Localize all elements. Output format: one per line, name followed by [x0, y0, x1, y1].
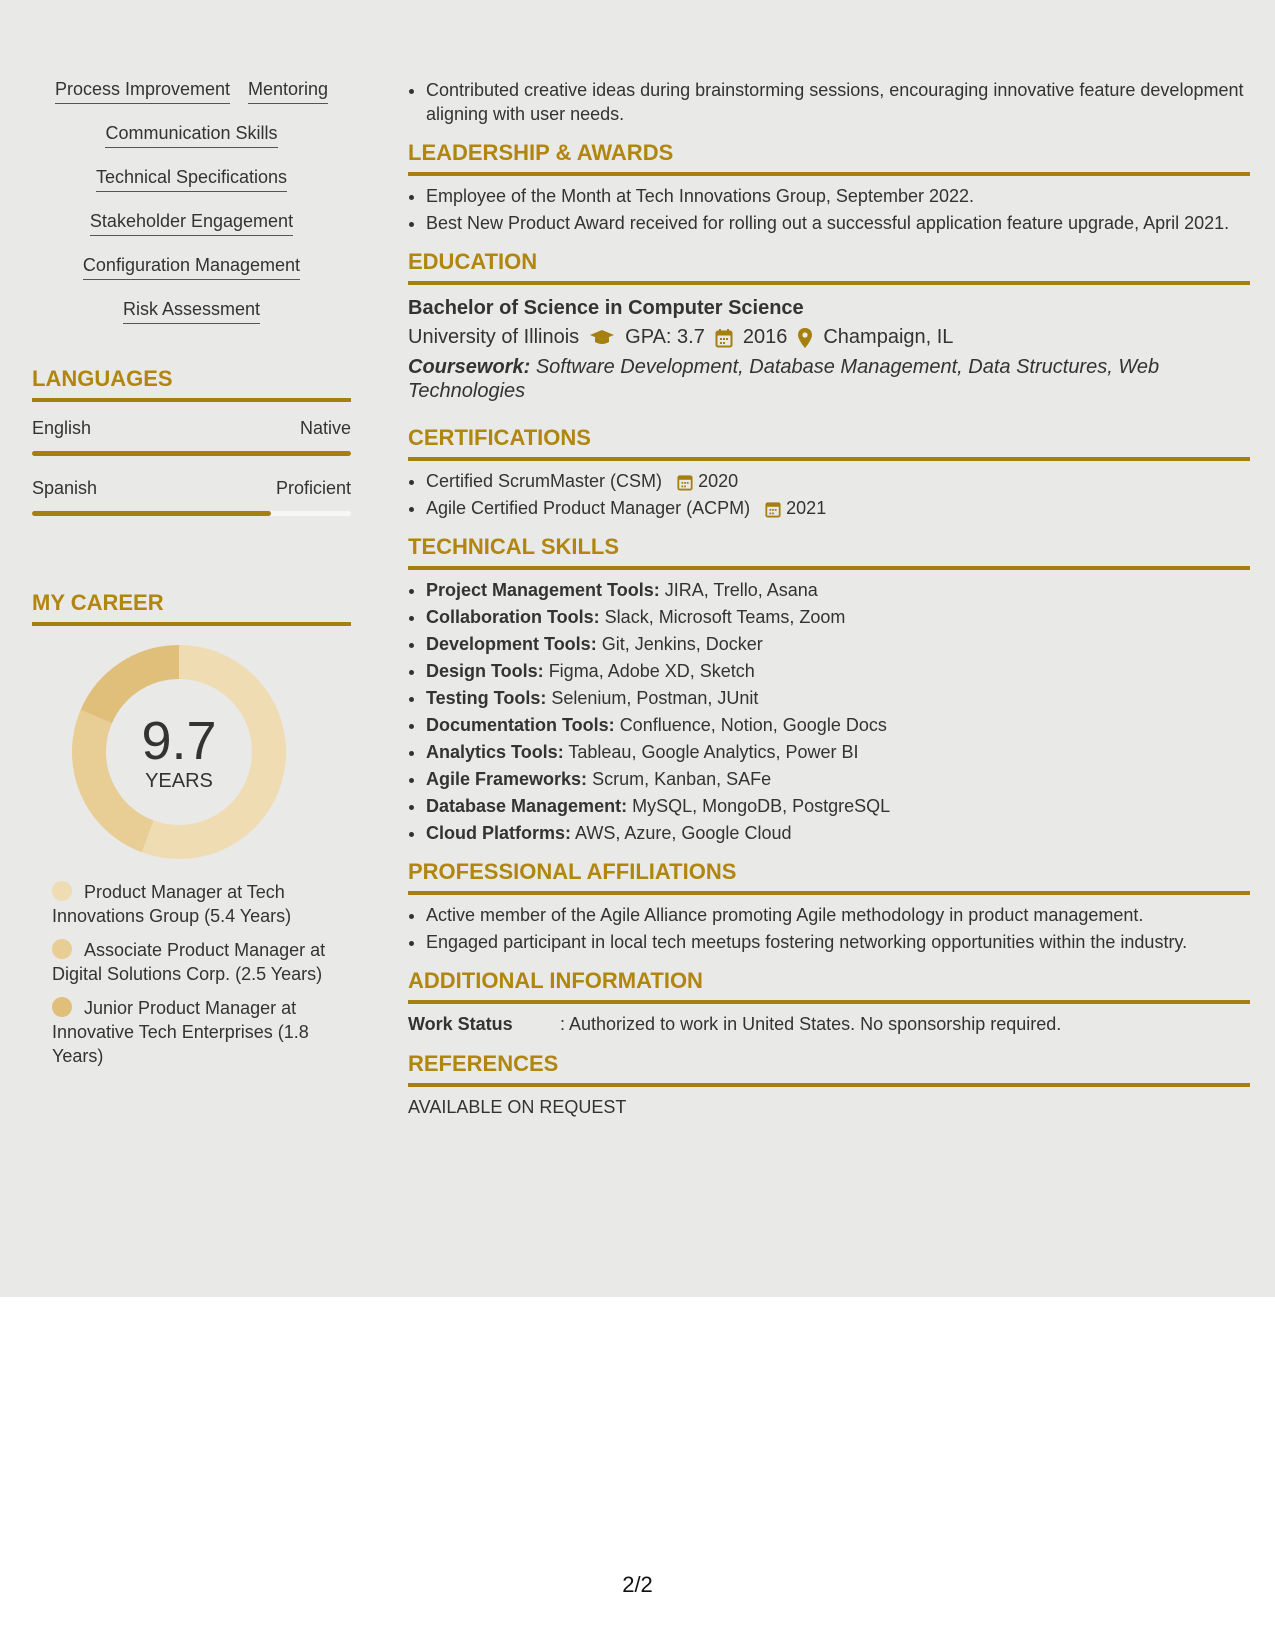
- section-rule: [408, 172, 1250, 176]
- section-rule: [408, 891, 1250, 895]
- skill-value: Selenium, Postman, JUnit: [551, 688, 759, 708]
- legend-label: Junior Product Manager at Innovative Tech Enterprises (1.8 Years): [52, 998, 309, 1066]
- education-section: [408, 249, 1250, 403]
- career-donut: [32, 634, 351, 870]
- degree-title: Bachelor of Science in Computer Science: [408, 297, 804, 319]
- section-title: TECHNICAL SKILLS: [408, 534, 620, 559]
- work-status: [408, 1014, 1250, 1035]
- skill-label: Agile Frameworks:: [426, 769, 588, 789]
- leadership-list: [408, 184, 1250, 235]
- language-level: Proficient: [275, 478, 351, 498]
- bullet-item: • Best New Product Award received for rolling out a successful application feature upgrade, April 2021.: [426, 211, 1250, 235]
- graduation-year: 2016: [742, 326, 788, 348]
- donut-segment: [96, 662, 179, 717]
- education-details: [408, 326, 1250, 349]
- skill-item: [426, 713, 1250, 737]
- bullet-item: • Employee of the Month at Tech Innovations Group, September 2022.: [426, 184, 1250, 208]
- skill-item: [426, 794, 1250, 818]
- certification-name: Certified ScrumMaster (CSM): [426, 471, 663, 491]
- skill-value: MySQL, MongoDB, PostgreSQL: [632, 796, 891, 816]
- language-bar: [32, 511, 351, 516]
- certifications-section: [408, 425, 1250, 520]
- references-section: [408, 1051, 1250, 1118]
- section-title: PROFESSIONAL AFFILIATIONS: [408, 859, 737, 884]
- skill-value: JIRA, Trello, Asana: [664, 580, 818, 600]
- calendar-icon: [715, 328, 733, 348]
- experience-bullets: [408, 78, 1250, 126]
- language-name: Spanish: [32, 478, 98, 498]
- section-rule: [408, 566, 1250, 570]
- legend-item: [32, 996, 351, 1068]
- legend-item: [32, 880, 351, 928]
- certification-year: 2020: [698, 471, 739, 491]
- skill-item: [426, 659, 1250, 683]
- legend-dot: [52, 939, 72, 959]
- skill-tag: Configuration Management: [83, 254, 300, 280]
- graduation-cap-icon: [589, 329, 615, 347]
- section-title: LEADERSHIP & AWARDS: [408, 140, 674, 165]
- legend-label: Product Manager at Tech Innovations Group (5.4 Years): [52, 882, 292, 926]
- skill-value: Scrum, Kanban, SAFe: [592, 769, 772, 789]
- left-column: [32, 78, 351, 1068]
- career-total: 9.7: [141, 711, 217, 771]
- skill-label: Design Tools:: [426, 661, 544, 681]
- right-column: [408, 78, 1250, 1118]
- additional-info-section: [408, 968, 1250, 1035]
- skill-value: AWS, Azure, Google Cloud: [575, 823, 792, 843]
- legend-dot: [52, 997, 72, 1017]
- certifications-list: [408, 469, 1250, 520]
- skills-list: [32, 78, 351, 324]
- skill-tag: Communication Skills: [105, 122, 277, 148]
- section-title: MY CAREER: [32, 590, 164, 615]
- languages-section: [32, 366, 351, 516]
- skill-tag: Technical Specifications: [96, 166, 287, 192]
- skill-label: Collaboration Tools:: [426, 607, 600, 627]
- skill-label: Documentation Tools:: [426, 715, 615, 735]
- legend-label: Associate Product Manager at Digital Solutions Corp. (2.5 Years): [52, 940, 326, 984]
- language-bar-fill: [32, 511, 271, 516]
- language-item: [32, 478, 351, 516]
- coursework-list: Software Development, Database Management, Data Structures, Web Technologies: [408, 356, 1160, 402]
- leadership-section: [408, 140, 1250, 235]
- school-name: University of Illinois: [408, 326, 580, 348]
- certification-item: [426, 469, 1250, 493]
- skill-label: Analytics Tools:: [426, 742, 564, 762]
- page-number: 2/2: [622, 1572, 653, 1597]
- skill-item: [426, 740, 1250, 764]
- certification-item: [426, 496, 1250, 520]
- section-title: EDUCATION: [408, 249, 538, 274]
- gpa: GPA: 3.7: [625, 326, 705, 348]
- skill-value: Slack, Microsoft Teams, Zoom: [604, 607, 846, 627]
- section-rule: [408, 457, 1250, 461]
- work-status-value: : Authorized to work in United States. No sponsorship required.: [560, 1014, 1062, 1034]
- skill-label: Project Management Tools:: [426, 580, 660, 600]
- certification-name: Agile Certified Product Manager (ACPM): [426, 498, 751, 518]
- skill-item: [426, 605, 1250, 629]
- section-title: LANGUAGES: [32, 366, 173, 391]
- calendar-icon: [677, 473, 693, 491]
- affiliations-list: [408, 903, 1250, 954]
- technical-skills-section: [408, 534, 1250, 845]
- references-text: AVAILABLE ON REQUEST: [408, 1097, 627, 1117]
- certification-year: 2021: [786, 498, 827, 518]
- language-item: [32, 418, 351, 456]
- section-title: CERTIFICATIONS: [408, 425, 591, 450]
- location-pin-icon: [797, 327, 813, 349]
- skill-value: Tableau, Google Analytics, Power BI: [568, 742, 859, 762]
- skill-label: Testing Tools:: [426, 688, 547, 708]
- skill-label: Cloud Platforms:: [426, 823, 572, 843]
- skill-item: [426, 767, 1250, 791]
- skill-tag: Stakeholder Engagement: [90, 210, 293, 236]
- skill-item: [426, 578, 1250, 602]
- coursework: [408, 355, 1250, 403]
- career-legend: [32, 880, 351, 1068]
- technical-skills-list: [408, 578, 1250, 845]
- skill-value: Confluence, Notion, Google Docs: [619, 715, 887, 735]
- skill-item: [426, 686, 1250, 710]
- affiliations-section: [408, 859, 1250, 954]
- section-rule: [408, 281, 1250, 285]
- bullet-item: • Contributed creative ideas during brainstorming sessions, encouraging innovative feature development aligning with user needs.: [426, 78, 1250, 126]
- skill-value: Git, Jenkins, Docker: [601, 634, 763, 654]
- skill-label: Development Tools:: [426, 634, 597, 654]
- legend-item: [32, 938, 351, 986]
- section-title: REFERENCES: [408, 1051, 559, 1076]
- section-rule: [32, 622, 351, 626]
- section-title: ADDITIONAL INFORMATION: [408, 968, 703, 993]
- bullet-item: • Engaged participant in local tech meetups fostering networking opportunities within the industry.: [426, 930, 1250, 954]
- skill-tag: Process Improvement: [55, 78, 230, 104]
- language-bar-fill: [32, 451, 351, 456]
- skill-item: [426, 821, 1250, 845]
- career-section: [32, 590, 351, 1068]
- legend-dot: [52, 881, 72, 901]
- work-status-label: Work Status: [408, 1014, 513, 1034]
- language-bar: [32, 451, 351, 456]
- career-unit: YEARS: [145, 770, 213, 792]
- skill-item: [426, 632, 1250, 656]
- school-location: Champaign, IL: [823, 326, 954, 348]
- section-rule: [32, 398, 351, 402]
- language-level: Native: [299, 418, 351, 438]
- language-name: English: [32, 418, 92, 438]
- skill-tag: Risk Assessment: [123, 298, 260, 324]
- calendar-icon: [765, 500, 781, 518]
- coursework-label: Coursework:: [408, 356, 531, 378]
- section-rule: [408, 1000, 1250, 1004]
- skill-tag: Mentoring: [248, 78, 328, 104]
- skill-label: Database Management:: [426, 796, 628, 816]
- skill-value: Figma, Adobe XD, Sketch: [548, 661, 755, 681]
- section-rule: [408, 1083, 1250, 1087]
- bullet-item: • Active member of the Agile Alliance promoting Agile methodology in product management.: [426, 903, 1250, 927]
